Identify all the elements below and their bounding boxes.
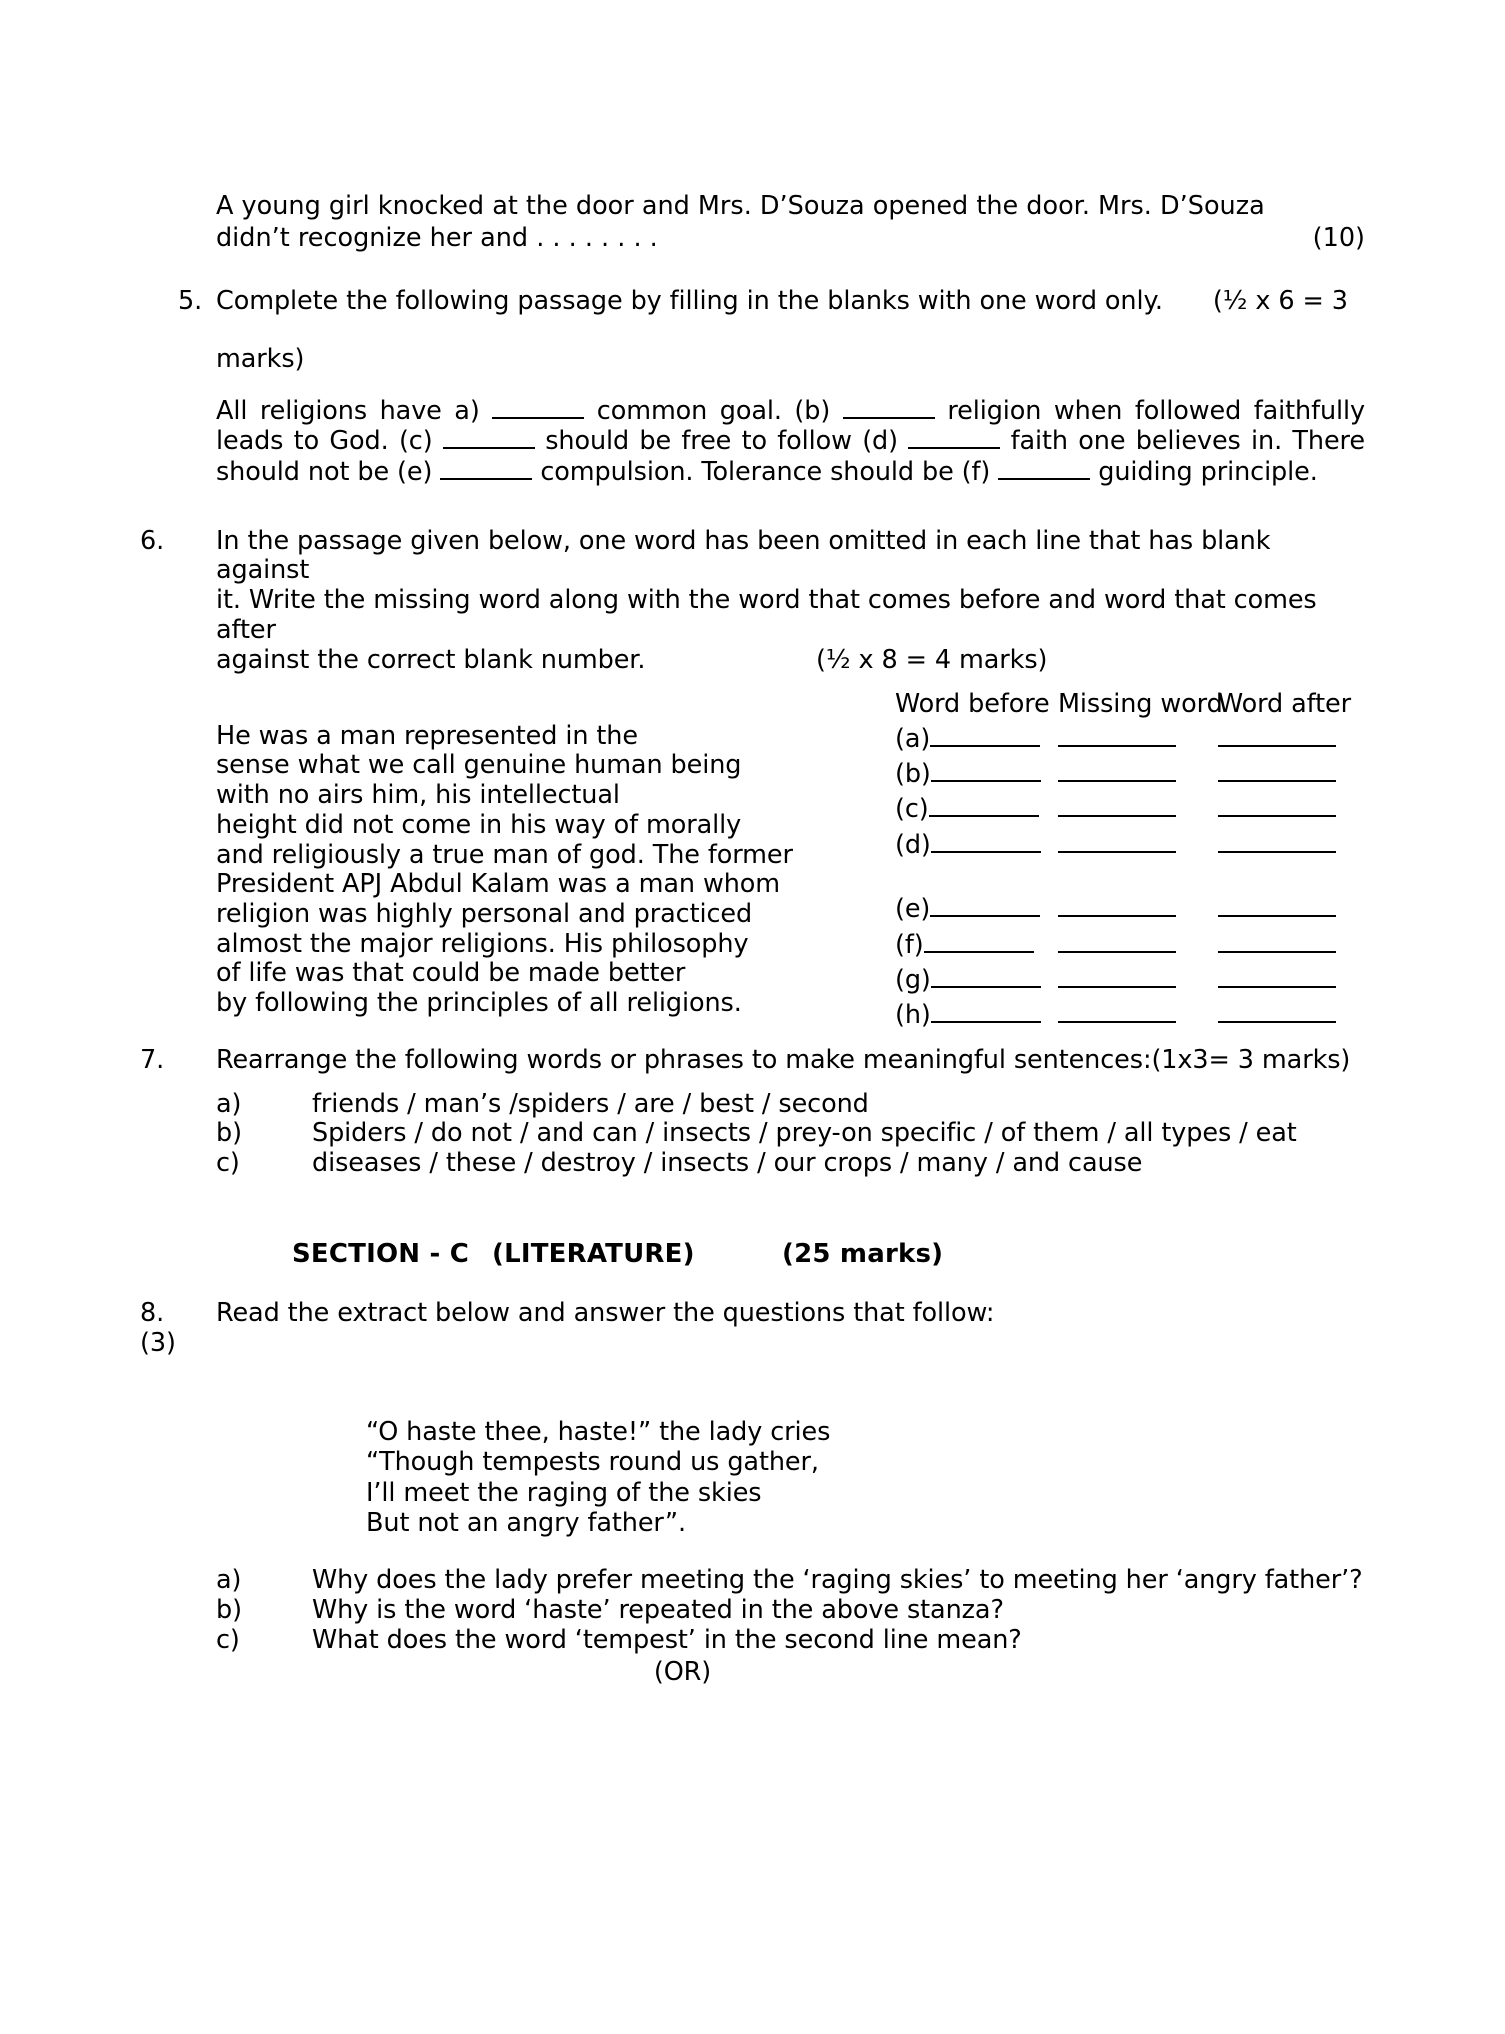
question-6-prompt-line-2: it. Write the missing word along with the word that comes before and word that comes after [216, 585, 1317, 646]
subquestion-text-a: Why does the lady prefer meeting the ‘raging skies’ to meeting her ‘angry father’? [312, 1565, 1363, 1596]
cloze-segment-5: faith one believes in. There should not be (e) [216, 426, 1365, 487]
item-marker-a: a) [216, 1088, 242, 1119]
list-item [216, 1626, 1365, 1656]
or-label: (OR) [653, 1656, 712, 1687]
blank-row-g[interactable] [895, 960, 1058, 995]
missing-word-blank-d[interactable] [1058, 825, 1218, 860]
question-8 [140, 1299, 1365, 1688]
table-header-word-after: Word after [1218, 688, 1351, 719]
question-6-marks: (½ x 8 = 4 marks) [816, 644, 1048, 675]
item-marker-b: b) [216, 1118, 242, 1149]
question-5-cloze-passage [216, 396, 1365, 486]
blank-row-a[interactable] [895, 719, 1058, 754]
missing-word-blank-h[interactable] [1058, 995, 1218, 1030]
list-item [216, 1149, 1365, 1179]
passage-line: President APJ Abdul Kalam was a man whom [216, 869, 781, 900]
question-8-subquestions [216, 1566, 1365, 1655]
blank-label-c: (c) [895, 794, 929, 825]
list-item [216, 1596, 1365, 1626]
table-row [895, 825, 1365, 860]
intro-passage-line-1: A young girl knocked at the door and Mrs. D’Souza opened the door. Mrs. D’Souza [216, 191, 1265, 221]
table-row [895, 790, 1365, 825]
subquestion-marker-a: a) [216, 1565, 242, 1596]
blank-label-a: (a) [895, 723, 931, 754]
question-8-number: 8. [140, 1298, 165, 1329]
cloze-blank-b[interactable] [843, 417, 935, 419]
word-after-blank-h[interactable] [1218, 995, 1365, 1030]
blank-label-b: (b) [895, 759, 931, 790]
question-6-answer-area [216, 688, 1365, 1030]
question-7-prompt: Rearrange the following words or phrases to make meaningful sentences: [216, 1044, 1152, 1075]
word-after-blank-c[interactable] [1218, 790, 1365, 825]
missing-word-table [895, 690, 1365, 1031]
question-8-marks-row [140, 1329, 1365, 1373]
missing-word-blank-c[interactable] [1058, 790, 1218, 825]
passage-line: height did not come in his way of morally [216, 809, 742, 840]
blank-label-h: (h) [895, 999, 931, 1030]
blank-row-b[interactable] [895, 755, 1058, 790]
subquestion-marker-b: b) [216, 1595, 242, 1626]
section-c-title: SECTION - C [292, 1239, 470, 1270]
intro-passage-line-2-row [216, 222, 1365, 254]
poem-line: “O haste thee, haste!” the lady cries [366, 1416, 831, 1447]
question-7-items [216, 1090, 1365, 1179]
question-6-prompt-line-1: In the passage given below, one word has been omitted in each line that has blank against [216, 525, 1271, 586]
table-row [895, 890, 1365, 925]
item-text-a: friends / man’s /spiders / are / best / second [312, 1088, 869, 1119]
cloze-segment-6: compulsion. Tolerance should be (f) [540, 456, 991, 487]
question-7-header-row [140, 1046, 1365, 1076]
cloze-segment-7: guiding principle. [1098, 456, 1318, 487]
question-6-number: 6. [140, 525, 165, 556]
section-c-marks: (25 marks) [782, 1239, 944, 1270]
question-5 [140, 287, 1365, 487]
poem-extract [366, 1417, 1365, 1538]
question-5-marks: (½ x 6 = 3 [1212, 285, 1348, 316]
passage-line: and religiously a true man of god. The former [216, 839, 793, 870]
question-5-header-row [140, 287, 1365, 317]
question-5-prompt: Complete the following passage by filling in the blanks with one word only. [216, 285, 1163, 316]
question-6-passage [216, 722, 856, 1019]
question-5-number: 5. [178, 285, 203, 316]
question-7 [140, 1046, 1365, 1179]
question-6-prompt-line-3: against the correct blank number. [216, 644, 646, 675]
passage-line: with no airs him, his intellectual [216, 780, 620, 811]
word-after-blank-b[interactable] [1218, 755, 1365, 790]
cloze-blank-d[interactable] [908, 447, 1000, 449]
intro-passage-line-2: didn’t recognize her and . . . . . . . . [216, 223, 658, 254]
blank-row-e[interactable] [895, 890, 1058, 925]
word-after-blank-f[interactable] [1218, 925, 1365, 960]
passage-line: of life was that could be made better [216, 958, 686, 989]
blank-label-e: (e) [895, 894, 931, 925]
table-row [895, 960, 1365, 995]
question-8-prompt: Read the extract below and answer the questions that follow: [216, 1298, 995, 1329]
list-item [216, 1566, 1365, 1596]
question-6-header-row [140, 527, 1365, 676]
word-after-blank-g[interactable] [1218, 960, 1365, 995]
blank-row-c[interactable] [895, 790, 1058, 825]
question-6 [140, 525, 1365, 1030]
poem-line: But not an angry father”. [366, 1507, 686, 1538]
section-c-heading [292, 1239, 1365, 1269]
list-item [216, 1090, 1365, 1120]
table-header-word-before: Word before [895, 688, 1050, 719]
missing-word-blank-f[interactable] [1058, 925, 1218, 960]
table-spacer [895, 860, 1365, 890]
cloze-blank-f[interactable] [998, 478, 1090, 480]
subquestion-text-b: Why is the word ‘haste’ repeated in the above stanza? [312, 1595, 1004, 1626]
question-7-number: 7. [140, 1044, 165, 1075]
question-7-marks: (1x3= 3 marks) [1151, 1044, 1351, 1075]
subquestion-text-c: What does the word ‘tempest’ in the second line mean? [312, 1624, 1022, 1655]
item-marker-c: c) [216, 1148, 240, 1179]
table-row [895, 925, 1365, 960]
blank-label-f: (f) [895, 929, 924, 960]
word-after-blank-a[interactable] [1218, 719, 1365, 754]
blank-row-d[interactable] [895, 825, 1058, 860]
question-6-prompt [216, 527, 1365, 676]
blank-label-d: (d) [895, 829, 931, 860]
subquestion-marker-c: c) [216, 1624, 240, 1655]
question-5-marks-continued: marks) [216, 343, 305, 374]
passage-line: He was a man represented in the [216, 720, 638, 751]
item-text-b: Spiders / do not / and can / insects / prey-on specific / of them / all types / eat [312, 1118, 1297, 1149]
question-8-header-row [140, 1299, 1365, 1329]
missing-word-blank-b[interactable] [1058, 755, 1218, 790]
table-row [895, 719, 1365, 754]
missing-word-blank-g[interactable] [1058, 960, 1218, 995]
cloze-segment-1: All religions have a) [216, 396, 480, 427]
word-after-blank-e[interactable] [1218, 890, 1365, 925]
question-7-prompt-row [216, 1046, 1365, 1076]
cloze-blank-e[interactable] [440, 478, 532, 480]
table-header-missing-word: Missing word [1058, 688, 1223, 719]
list-item [216, 1119, 1365, 1149]
passage-line: almost the major religions. His philosophy [216, 928, 749, 959]
blank-row-h[interactable] [895, 995, 1058, 1030]
passage-line: religion was highly personal and practiced [216, 899, 753, 929]
cloze-segment-2: common goal. (b) [596, 396, 831, 427]
passage-line: by following the principles of all religions. [216, 988, 742, 1019]
question-8-marks: (3) [140, 1327, 176, 1358]
blank-row-f[interactable] [895, 925, 1058, 960]
poem-line: I’ll meet the raging of the skies [366, 1477, 762, 1508]
question-5-prompt-row [216, 287, 1365, 317]
question-6-prompt-line-3-row [216, 646, 1365, 676]
poem-line: “Though tempests round us gather, [366, 1447, 819, 1478]
cloze-blank-c[interactable] [443, 447, 535, 449]
cloze-blank-a[interactable] [492, 417, 584, 419]
section-c-subject: (LITERATURE) [492, 1239, 695, 1270]
intro-passage-marks: (10) [1312, 223, 1365, 254]
missing-word-blank-e[interactable] [1058, 890, 1218, 925]
blank-label-g: (g) [895, 964, 931, 995]
item-text-c: diseases / these / destroy / insects / our crops / many / and cause [312, 1148, 1143, 1179]
intro-passage [216, 190, 1365, 255]
table-row [895, 995, 1365, 1030]
table-row [895, 755, 1365, 790]
word-after-blank-d[interactable] [1218, 825, 1365, 860]
missing-word-blank-a[interactable] [1058, 719, 1218, 754]
cloze-segment-4: should be free to follow (d) [545, 426, 898, 457]
passage-line: sense what we call genuine human being [216, 750, 742, 781]
cloze-segment-3: religion when followed faithfully leads to God. (c) [216, 396, 1365, 457]
missing-word-table-header [895, 690, 1365, 720]
